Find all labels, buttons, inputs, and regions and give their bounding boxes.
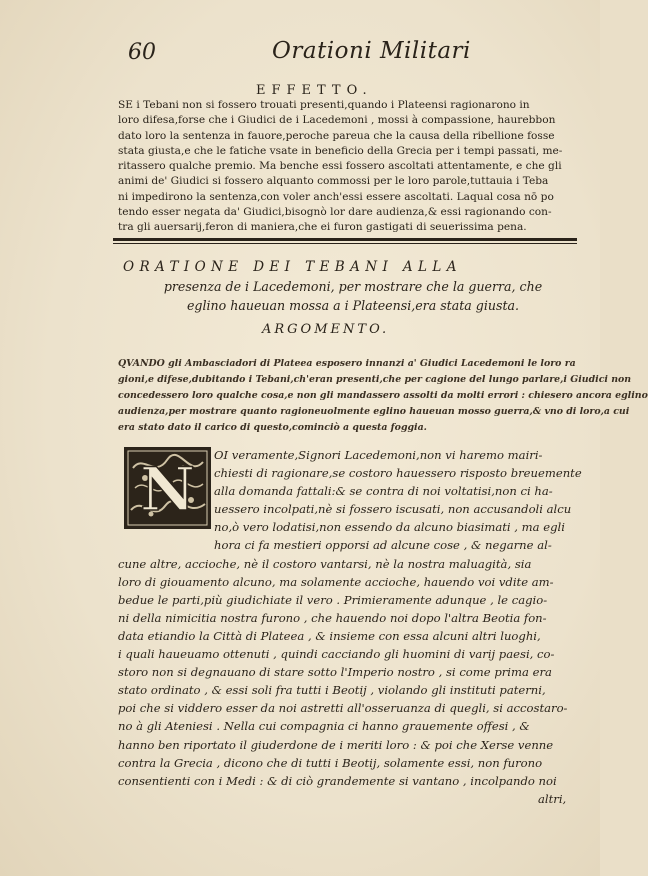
text-line: hanno ben riportato il giuderdone de i meriti loro : & poi che Xerse venne	[118, 737, 554, 752]
text-line: ni della nimicitia nostra furono , che hauendo noi dopo l'altra Beotia fon-	[118, 610, 547, 625]
text-line: ritassero qualche premio. Ma benche essi fossero ascoltati attentamente, e che gli	[118, 160, 562, 173]
oration-title-line: ORATIONE DEI TEBANI ALLA	[123, 259, 462, 275]
text-line: ni impedirono la sentenza,con voler anch'essi essere ascoltati. Laqual cosa nō po	[118, 190, 554, 203]
text-line: uessero incolpati,nè si fossero iscusati, non accusandoli alcu	[214, 502, 572, 517]
text-line: gioni,e difese,dubitando i Tebani,ch'eran presenti,che per cagione del lungo parlare,i Giudici non	[118, 374, 632, 385]
text-line: tra gli auersarij,feron di maniera,che ei furon gastigati di seuerissima pena.	[118, 221, 527, 234]
text-line: no,ò vero lodatisi,non essendo da alcuno biasimati , ma egli	[214, 520, 565, 535]
argomento-heading: ARGOMENTO.	[262, 322, 390, 337]
text-line: animi de' Giudici si fossero alquanto commossi per le loro parole,tuttauia i Teba	[118, 175, 549, 188]
text-line: OI veramente,Signori Lacedemoni,non vi haremo mairi-	[214, 448, 543, 462]
text-line: hora ci fa mestieri opporsi ad alcune cose , & negarne al-	[214, 538, 552, 553]
text-line: bedue le parti,più giudichiate il vero . Primieramente adunque , le cagio-	[118, 592, 548, 607]
oration-body	[118, 446, 582, 808]
oration-title-line: presenza de i Lacedemoni, per mostrare che la guerra, che	[163, 279, 543, 294]
text-line: concedessero loro qualche cosa,e non gli mandassero assolti da molti errori : chiesero ancora eglino	[118, 390, 648, 401]
text-line: consentienti con i Medi : & di ciò grandemente si vantano , incolpando noi	[118, 773, 557, 788]
text-line: chiesti di ragionare,se costoro hauessero risposto breuemente	[214, 466, 582, 481]
divider-rule-thin	[113, 243, 577, 244]
text-line: era stato dato il carico di questo,cominciò a questa foggia.	[118, 422, 427, 433]
text-line: dato loro la sentenza in fauore,peroche pareua che la causa della ribellione fosse	[118, 129, 555, 142]
page-header	[0, 22, 600, 65]
text-line: cune altre, accioche, nè il costoro vantarsi, nè la nostra maluagità, sia	[118, 556, 532, 571]
text-line: altri,	[538, 791, 567, 806]
text-line: stato ordinato , & essi soli fra tutti i Beotij , violando gli instituti paterni,	[118, 683, 546, 698]
divider-rule	[113, 238, 577, 241]
text-line: QVANDO gli Ambasciadori di Plateea esposero innanzi a' Giudici Lacedemoni le loro ra	[118, 358, 576, 369]
text-line: no à gli Ateniesi . Nella cui compagnia ci hanno grauemente offesi , &	[118, 719, 530, 734]
text-line: data etiandio la Città di Plateea , & insieme con essa alcuni altri luoghi,	[118, 628, 541, 643]
running-title: Orationi Militari	[272, 38, 471, 64]
oration-title-line: eglino haueuan mossa a i Plateensi,era stata giusta.	[186, 298, 520, 313]
text-line: alla domanda fattali:& se contra di noi voltatisi,non ci ha-	[214, 484, 553, 499]
text-line: loro difesa,forse che i Giudici de i Lacedemoni , mossi à compassione, haurebbon	[118, 114, 556, 127]
text-line: contra la Grecia , dicono che di tutti i Beotij, solamente essi, non furono	[118, 755, 543, 770]
text-line: SE i Tebani non si fossero trouati presenti,quando i Plateensi ragionarono in	[118, 99, 530, 111]
text-line: storo non si degnauano di stare sotto l'Imperio nostro , si come prima era	[118, 665, 552, 680]
effetto-paragraph	[118, 98, 572, 236]
text-line: loro di giouamento alcuno, ma solamente accioche, hauendo voi vdite am-	[118, 574, 554, 589]
page-number: 60	[128, 40, 156, 65]
initial-letter: N	[140, 455, 195, 525]
section-heading-effetto: EFFETTO.	[256, 83, 373, 98]
text-line: i quali haueuamo ottenuti , quindi cacciando gli huomini di varij paesi, co-	[118, 647, 555, 662]
text-line: poi che si viddero esser da noi astretti all'osseruanza di quegli, si accostaro-	[118, 701, 568, 716]
argomento-paragraph	[118, 356, 648, 436]
oration-title	[123, 258, 583, 315]
text-line: stata giusta,e che le fatiche vsate in beneficio della Grecia per i tempi passati, me-	[118, 144, 563, 157]
text-line: tendo esser negata da' Giudici,bisognò lor dare audienza,& essi ragionando con-	[118, 206, 552, 219]
text-line: audienza,per mostrare quanto ragioneuolmente eglino haueuan mosso guerra,& vno di loro,a cui	[118, 406, 630, 417]
